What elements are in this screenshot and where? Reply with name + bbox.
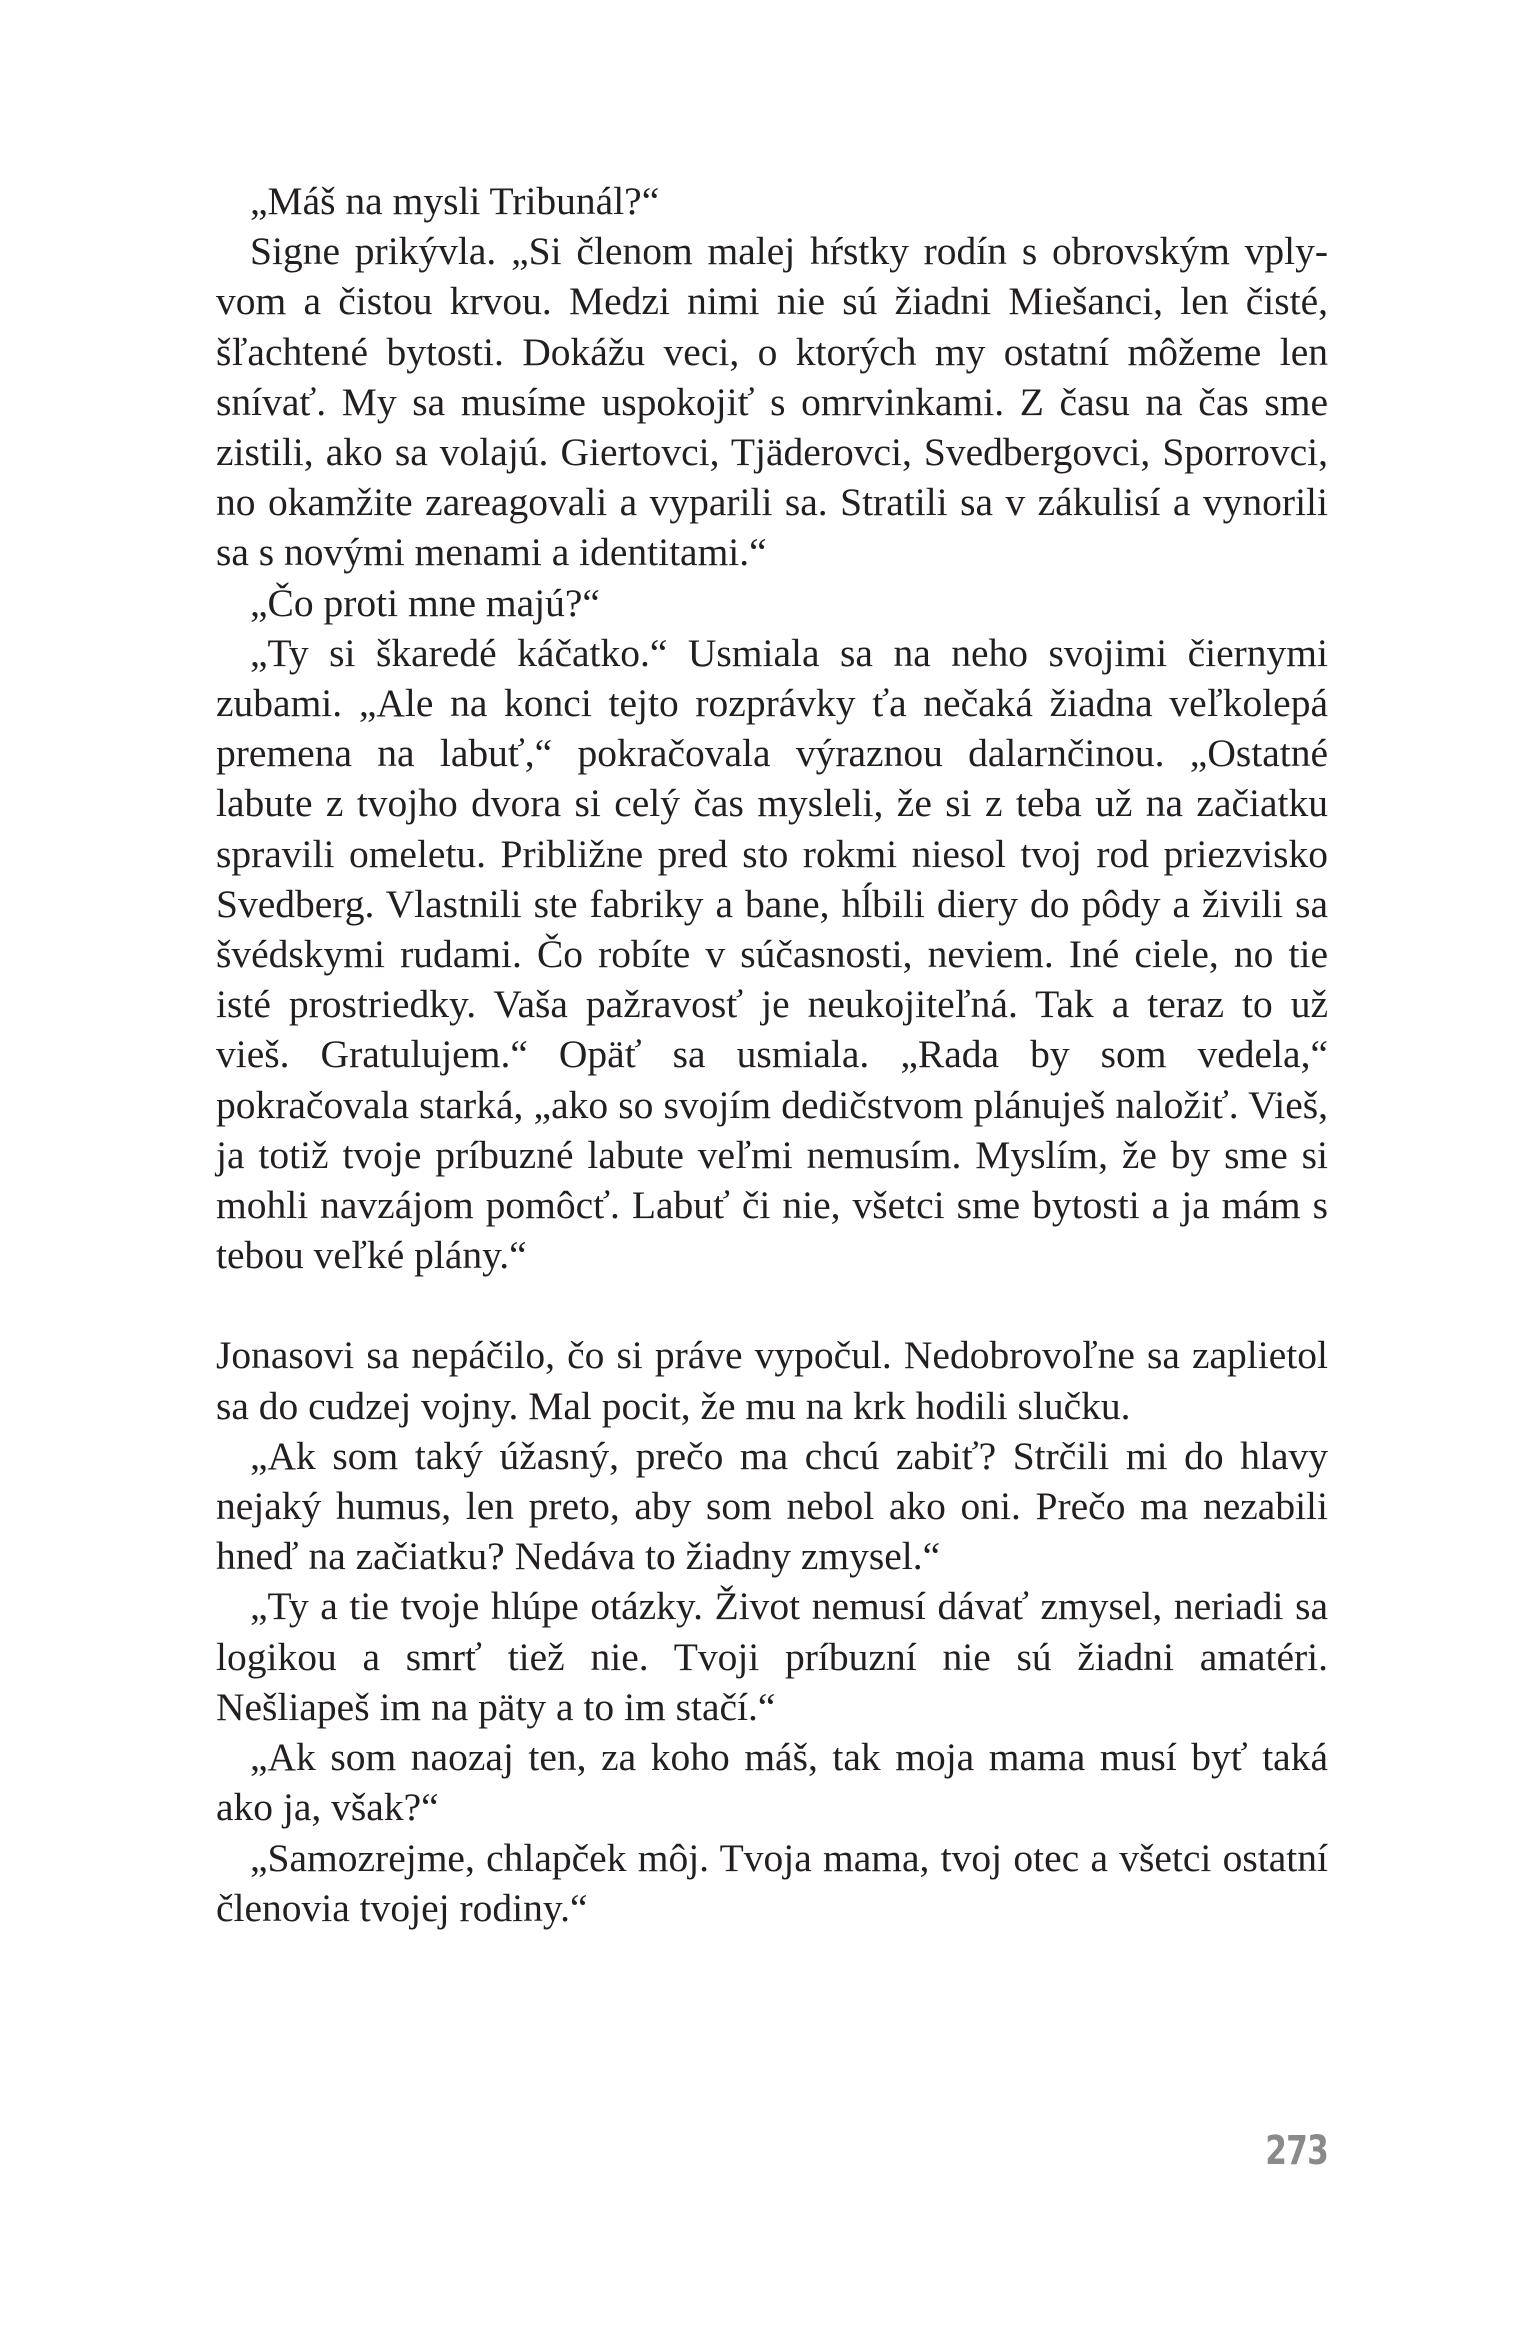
paragraph: „Čo proti mne majú?“ <box>250 580 600 625</box>
body-text <box>216 176 1328 1933</box>
paragraph: Signe prikývla. „Si členom malej hŕstky rodín s obrovským vplyvom a čistou krvou. Medzi nimi nie sú žiadni Miešanci, len čisté, šľachtené bytosti. Dokážu veci, o ktorých my ostatní môžeme len snívať. My sa musíme uspokojiť s omrvinkami. Z času na čas sme zistili, ako sa volajú. Giertovci, Tjäderovci, Svedbergovci, Sporrovci, no okamžite zareagovali a vyparili sa. Stratili sa v zákulisí a vynorili sa s novými menami a identitami.“ <box>216 229 1328 575</box>
paragraph: „Samozrejme, chlapček môj. Tvoja mama, tvoj otec a všetci ostatní členovia tvojej rodiny.“ <box>216 1835 1328 1930</box>
paragraph: „Ak som naozaj ten, za koho máš, tak moja mama musí byť taká ako ja, však?“ <box>216 1735 1328 1830</box>
paragraph: „Máš na mysli Tribunál?“ <box>250 179 660 223</box>
page-number: 273 <box>1265 2128 1328 2174</box>
section-break <box>216 1280 1328 1330</box>
paragraph: Jonasovi sa nepáčilo, čo si práve vypočul. Nedobrovoľne sa zaplietol sa do cudzej vojny. Mal pocit, že mu na krk hodili slučku. <box>216 1333 1328 1428</box>
paragraph: „Ty si škaredé káčatko.“ Usmiala sa na neho svojimi čiernymi zubami. „Ale na konci tejto rozprávky ťa nečaká žiadna veľkolepá premena na labuť,“ pokračovala výraznou dalarnčinou. „Ostatné labute z tvojho dvora si celý čas mysleli, že si z teba už na začiatku spravili omeletu. Približne pred sto rokmi niesol tvoj rod priezvisko Svedberg. Vlastnili ste fabriky a bane, hĺbili diery do pôdy a živili sa švédskymi rudami. Čo robíte v súčasnosti, neviem. Iné ciele, no tie isté prostriedky. Vaša pažravosť je neukojiteľná. Tak a teraz to už vieš. Gratulujem.“ Opäť sa usmiala. „Rada by som vedela,“ pokračovala starká, „ako so svojím dedičstvom plánuješ naložiť. Vieš, ja totiž tvoje príbuzné labute veľmi nemusím. Myslím, že by sme si mohli navzájom pomôcť. Labuť či nie, všetci sme bytosti a ja mám s tebou veľké plány.“ <box>216 630 1328 1278</box>
paragraph: „Ty a tie tvoje hlúpe otázky. Život nemusí dávať zmysel, neriadi sa logikou a smrť tiež nie. Tvoji príbuzní nie sú žiadni amatéri. Nešliapeš im na päty a to im stačí.“ <box>216 1584 1328 1729</box>
paragraph: „Ak som taký úžasný, prečo ma chcú zabiť? Strčili mi do hlavy nejaký humus, len preto, aby som nebol ako oni. Prečo ma nezabili hneď na začiatku? Nedáva to žiadny zmysel.“ <box>216 1433 1328 1579</box>
